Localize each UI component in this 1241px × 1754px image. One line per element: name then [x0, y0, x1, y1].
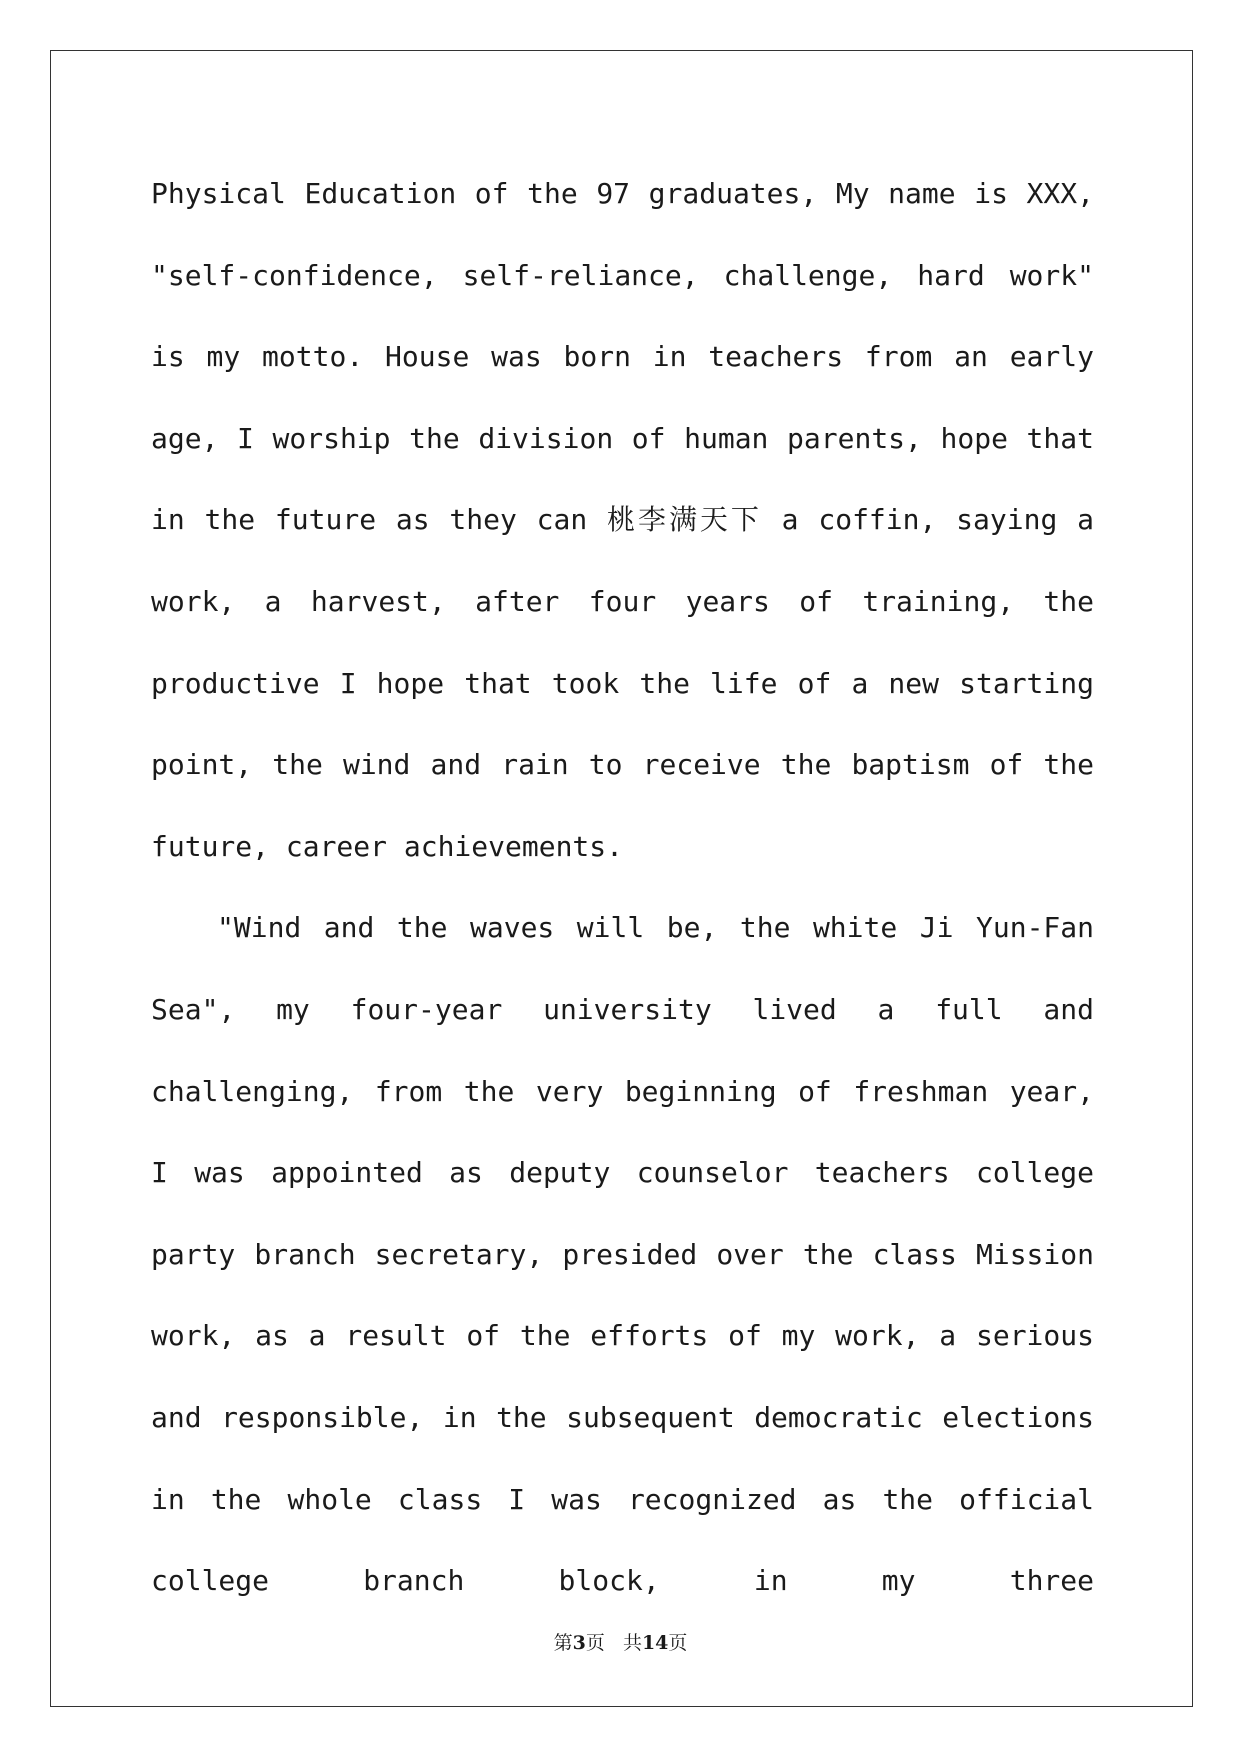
total-page-number: 14	[641, 1632, 669, 1654]
paragraph-2: "Wind and the waves will be, the white Ji Yun-Fan Sea", my four-year university lived a full and challenging, from the very beginning of freshman year, I was appointed as deputy counselor teachers college party branch secretary, presided over the class Mission work, as a result of the efforts of my work, a serious and responsible, in the subsequent democratic elections in the whole class I was recognized as the official college branch block, in my three	[151, 911, 1094, 1598]
document-body	[151, 153, 1094, 1622]
footer-prefix: 第	[553, 1632, 573, 1654]
footer-suffix: 页	[668, 1632, 688, 1654]
current-page-number: 3	[572, 1632, 586, 1654]
paragraph-1: Physical Education of the 97 graduates, My name is XXX, "self-confidence, self-reliance, challenge, hard work" is my motto. House was born in teachers from an early age, I worship the division of human parents, hope that in the future as they can 桃李满天下 a coffin, saying a work, a harvest, after four years of training, the productive I hope that took the life of a new starting point, the wind and rain to receive the baptism of the future, career achievements.	[151, 177, 1094, 863]
footer-middle: 页 共	[585, 1632, 642, 1654]
page-number-footer	[0, 1628, 1241, 1655]
